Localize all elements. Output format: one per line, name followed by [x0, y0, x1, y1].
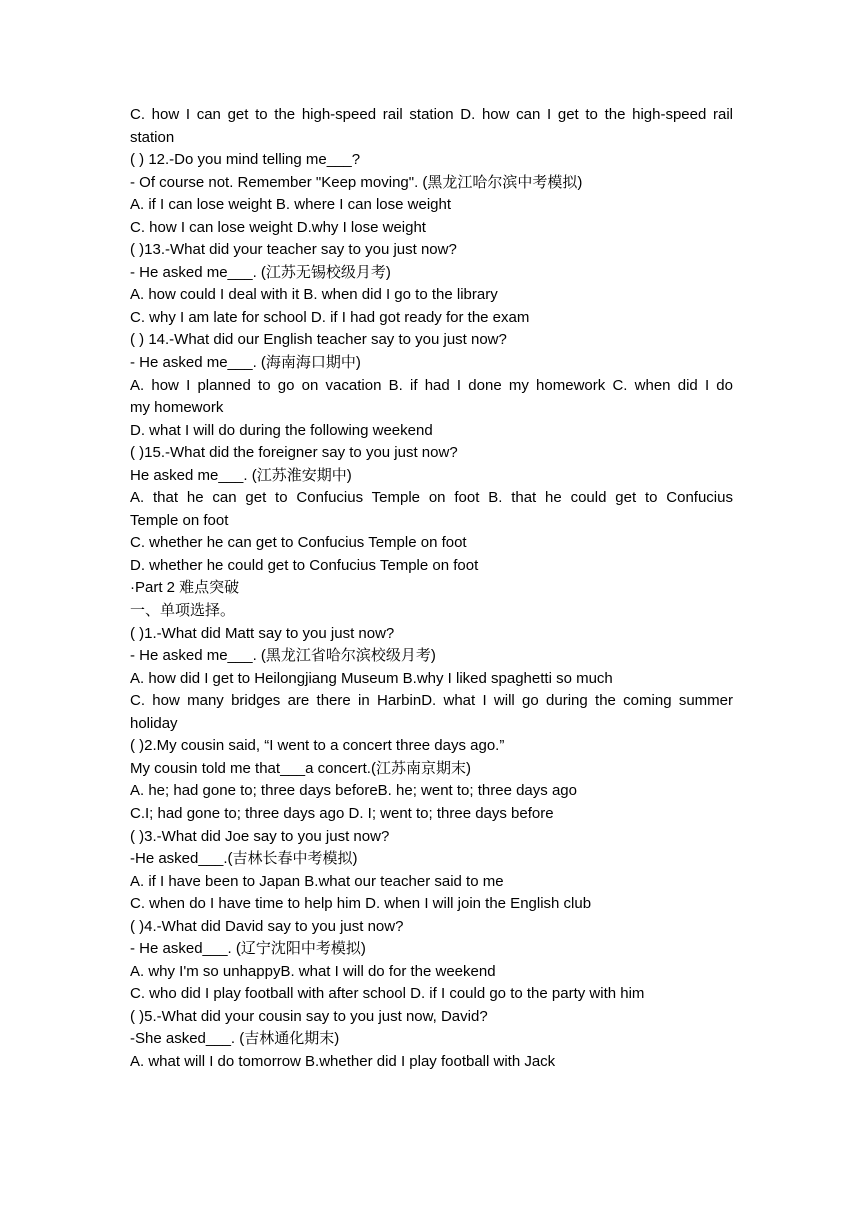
text-line: D. what I will do during the following weekend — [130, 421, 433, 439]
text-line: A. that he can get to Confucius Temple on foot B. that he could get to Confucius — [130, 489, 733, 507]
text-line: station — [130, 128, 175, 146]
text-line: ·Part 2 难点突破 — [130, 579, 240, 597]
text-line: C.I; had gone to; three days ago D. I; went to; three days before — [130, 804, 554, 822]
document-page — [130, 104, 733, 1074]
text-line: D. whether he could get to Confucius Temple on foot — [130, 556, 479, 574]
text-line: A. how did I get to Heilongjiang Museum B.why I liked spaghetti so much — [130, 669, 613, 687]
text-line: ( )4.-What did David say to you just now? — [130, 917, 404, 935]
text-line: A. he; had gone to; three days beforeB. he; went to; three days ago — [130, 782, 577, 800]
text-line: A. how I planned to go on vacation B. if had I done my homework C. when did I do — [130, 376, 733, 394]
text-line: ( )1.-What did Matt say to you just now? — [130, 624, 395, 642]
text-line: C. who did I play football with after school D. if I could go to the party with him — [130, 985, 645, 1003]
text-line: A. if I can lose weight B. where I can lose weight — [130, 196, 451, 214]
text-line: ( )13.-What did your teacher say to you just now? — [130, 241, 457, 259]
text-line: A. if I have been to Japan B.what our teacher said to me — [130, 872, 504, 890]
text-line: holiday — [130, 714, 178, 732]
text-line: - He asked me___. (黑龙江省哈尔滨校级月考) — [130, 647, 436, 665]
text-line: C. why I am late for school D. if I had got ready for the exam — [130, 308, 530, 326]
text-line: ( ) 14.-What did our English teacher say to you just now? — [130, 331, 507, 349]
text-line: - Of course not. Remember "Keep moving". (黑龙江哈尔滨中考模拟) — [130, 173, 583, 191]
text-line: A. what will I do tomorrow B.whether did I play football with Jack — [130, 1052, 556, 1070]
text-line: Temple on foot — [130, 511, 229, 529]
text-line: ( )5.-What did your cousin say to you just now, David? — [130, 1007, 488, 1025]
text-line: ( )3.-What did Joe say to you just now? — [130, 827, 390, 845]
text-line: -He asked___.(吉林长春中考模拟) — [130, 850, 358, 868]
text-line: My cousin told me that___a concert.(江苏南京期末) — [130, 759, 471, 777]
text-line: C. when do I have time to help him D. when I will join the English club — [130, 895, 592, 913]
text-line: A. why I'm so unhappyB. what I will do for the weekend — [130, 962, 496, 980]
text-line: He asked me___. (江苏淮安期中) — [130, 466, 352, 484]
text-line: C. how many bridges are there in HarbinD. what I will go during the coming summer — [130, 692, 733, 710]
text-line: ( )15.-What did the foreigner say to you just now? — [130, 444, 458, 462]
text-line: - He asked___. (辽宁沈阳中考模拟) — [130, 940, 366, 958]
text-line: A. how could I deal with it B. when did I go to the library — [130, 286, 498, 304]
text-line: C. whether he can get to Confucius Temple on foot — [130, 534, 467, 552]
text-line: - He asked me___. (江苏无锡校级月考) — [130, 263, 391, 281]
text-line: -She asked___. (吉林通化期末) — [130, 1030, 340, 1048]
text-line: ( )2.My cousin said, “I went to a concert three days ago.” — [130, 737, 505, 755]
text-line: 一、单项选择。 — [130, 602, 236, 620]
text-line: C. how I can get to the high-speed rail station D. how can I get to the high-speed rail — [130, 106, 733, 123]
text-line: ( ) 12.-Do you mind telling me___? — [130, 151, 361, 169]
text-line: C. how I can lose weight D.why I lose weight — [130, 218, 426, 236]
text-line: - He asked me___. (海南海口期中) — [130, 354, 361, 372]
text-line: my homework — [130, 399, 224, 417]
